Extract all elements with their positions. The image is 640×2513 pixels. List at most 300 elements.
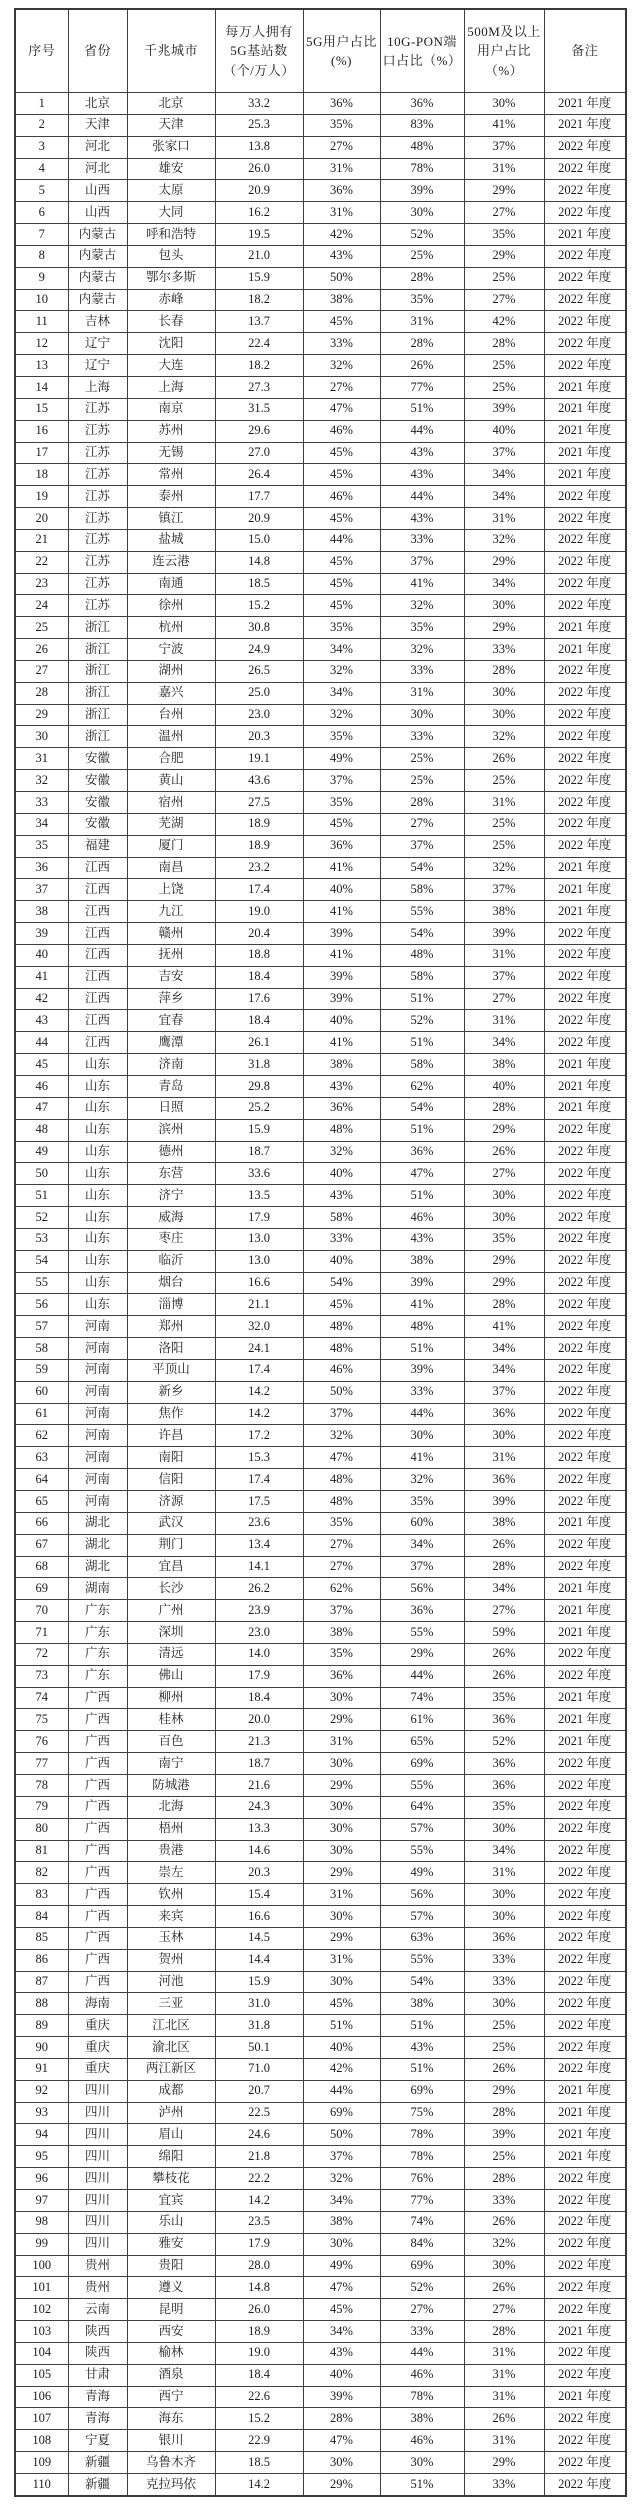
table-cell: 2022 年度	[544, 966, 626, 988]
table-row	[15, 1163, 626, 1185]
table-row	[15, 2364, 626, 2386]
table-cell: 15.0	[215, 529, 303, 551]
table-cell: 江苏	[68, 595, 127, 617]
table-cell: 四川	[68, 2168, 127, 2190]
table-cell: 河南	[68, 1425, 127, 1447]
column-header-city: 千兆城市	[127, 9, 215, 93]
table-cell: 110	[15, 2473, 68, 2495]
table-cell: 2022 年度	[544, 988, 626, 1010]
table-cell: 31.8	[215, 2015, 303, 2037]
table-cell: 40%	[303, 2364, 380, 2386]
table-cell: 48%	[380, 136, 464, 158]
table-cell: 广西	[68, 1949, 127, 1971]
table-row	[15, 1534, 626, 1556]
table-cell: 21.8	[215, 2146, 303, 2168]
table-cell: 36%	[464, 1403, 544, 1425]
table-cell: 25%	[380, 245, 464, 267]
table-cell: 2022 年度	[544, 1032, 626, 1054]
table-cell: 2021 年度	[544, 1097, 626, 1119]
table-cell: 2022 年度	[544, 333, 626, 355]
table-row	[15, 857, 626, 879]
table-cell: 28%	[464, 2168, 544, 2190]
table-cell: 30%	[464, 595, 544, 617]
table-cell: 江苏	[68, 398, 127, 420]
table-cell: 27.5	[215, 792, 303, 814]
table-row	[15, 1687, 626, 1709]
table-cell: 30%	[464, 704, 544, 726]
table-row	[15, 682, 626, 704]
table-cell: 14.5	[215, 1927, 303, 1949]
table-cell: 沈阳	[127, 333, 215, 355]
table-cell: 22.2	[215, 2168, 303, 2190]
table-cell: 广西	[68, 1840, 127, 1862]
table-cell: 25.2	[215, 1097, 303, 1119]
table-cell: 28%	[464, 2321, 544, 2343]
table-cell: 40%	[303, 1010, 380, 1032]
table-cell: 34%	[464, 486, 544, 508]
table-cell: 2021 年度	[544, 398, 626, 420]
table-cell: 2022 年度	[544, 660, 626, 682]
table-row	[15, 2342, 626, 2364]
table-cell: 40	[15, 944, 68, 966]
table-cell: 10	[15, 289, 68, 311]
table-cell: 13.0	[215, 1228, 303, 1250]
table-cell: 无锡	[127, 442, 215, 464]
table-cell: 广州	[127, 1600, 215, 1622]
table-cell: 86	[15, 1949, 68, 1971]
table-cell: 海东	[127, 2408, 215, 2430]
table-cell: 山东	[68, 1141, 127, 1163]
table-cell: 2021 年度	[544, 2102, 626, 2124]
table-cell: 许昌	[127, 1425, 215, 1447]
table-cell: 31%	[464, 2364, 544, 2386]
table-cell: 绵阳	[127, 2146, 215, 2168]
table-cell: 24	[15, 595, 68, 617]
table-cell: 2022 年度	[544, 1491, 626, 1513]
table-row	[15, 2211, 626, 2233]
table-cell: 19.5	[215, 224, 303, 246]
table-cell: 26%	[464, 2277, 544, 2299]
table-cell: 20.0	[215, 1709, 303, 1731]
table-cell: 25%	[464, 355, 544, 377]
table-cell: 13	[15, 355, 68, 377]
table-cell: 104	[15, 2342, 68, 2364]
table-cell: 萍乡	[127, 988, 215, 1010]
table-cell: 30%	[303, 1971, 380, 1993]
table-cell: 27	[15, 660, 68, 682]
table-cell: 22.9	[215, 2430, 303, 2452]
table-cell: 31%	[464, 2430, 544, 2452]
table-cell: 徐州	[127, 595, 215, 617]
table-cell: 54	[15, 1250, 68, 1272]
table-cell: 常州	[127, 464, 215, 486]
table-cell: 33%	[464, 639, 544, 661]
table-cell: 湖州	[127, 660, 215, 682]
table-row	[15, 1228, 626, 1250]
table-cell: 35%	[380, 289, 464, 311]
table-cell: 40%	[303, 879, 380, 901]
table-cell: 辽宁	[68, 333, 127, 355]
table-cell: 83	[15, 1884, 68, 1906]
column-header-remark: 备注	[544, 9, 626, 93]
table-cell: 21	[15, 529, 68, 551]
table-cell: 54%	[380, 1097, 464, 1119]
table-cell: 泸州	[127, 2102, 215, 2124]
table-cell: 临沂	[127, 1250, 215, 1272]
table-row	[15, 2080, 626, 2102]
table-cell: 50%	[303, 267, 380, 289]
table-cell: 46%	[303, 420, 380, 442]
table-cell: 40%	[303, 1250, 380, 1272]
table-cell: 33%	[464, 2190, 544, 2212]
table-cell: 29%	[303, 1927, 380, 1949]
table-cell: 鹰潭	[127, 1032, 215, 1054]
table-cell: 68	[15, 1556, 68, 1578]
table-cell: 2021 年度	[544, 1622, 626, 1644]
table-cell: 60	[15, 1381, 68, 1403]
table-row	[15, 617, 626, 639]
table-cell: 江苏	[68, 508, 127, 530]
table-row	[15, 1272, 626, 1294]
table-row	[15, 1294, 626, 1316]
table-cell: 钦州	[127, 1884, 215, 1906]
table-cell: 30%	[464, 1818, 544, 1840]
table-cell: 2022 年度	[544, 944, 626, 966]
table-cell: 35%	[464, 224, 544, 246]
table-cell: 2022 年度	[544, 1447, 626, 1469]
table-row	[15, 2015, 626, 2037]
table-cell: 43%	[380, 2037, 464, 2059]
table-row	[15, 1556, 626, 1578]
table-row	[15, 639, 626, 661]
table-cell: 49%	[380, 1862, 464, 1884]
table-row	[15, 245, 626, 267]
table-cell: 31%	[380, 311, 464, 333]
column-header-province: 省份	[68, 9, 127, 93]
table-cell: 69%	[303, 2102, 380, 2124]
table-row	[15, 1818, 626, 1840]
table-cell: 2022 年度	[544, 202, 626, 224]
table-cell: 30%	[303, 2233, 380, 2255]
table-cell: 2022 年度	[544, 267, 626, 289]
table-cell: 南宁	[127, 1753, 215, 1775]
table-cell: 33%	[380, 660, 464, 682]
table-cell: 44%	[380, 2342, 464, 2364]
table-cell: 28%	[380, 792, 464, 814]
table-row	[15, 2255, 626, 2277]
table-cell: 2022 年度	[544, 1818, 626, 1840]
table-cell: 44%	[303, 529, 380, 551]
table-cell: 2021 年度	[544, 879, 626, 901]
table-cell: 25%	[380, 770, 464, 792]
table-cell: 内蒙古	[68, 245, 127, 267]
table-row	[15, 2146, 626, 2168]
table-cell: 洛阳	[127, 1338, 215, 1360]
table-cell: 陕西	[68, 2342, 127, 2364]
table-row	[15, 595, 626, 617]
table-cell: 34%	[464, 1578, 544, 1600]
table-cell: 2022 年度	[544, 1141, 626, 1163]
table-cell: 18.4	[215, 1010, 303, 1032]
table-cell: 41%	[464, 1316, 544, 1338]
table-cell: 2022 年度	[544, 2430, 626, 2452]
table-cell: 28	[15, 682, 68, 704]
table-cell: 36%	[464, 1469, 544, 1491]
table-cell: 18.7	[215, 1141, 303, 1163]
table-cell: 48	[15, 1119, 68, 1141]
table-cell: 广东	[68, 1622, 127, 1644]
table-cell: 遵义	[127, 2277, 215, 2299]
table-cell: 23.0	[215, 1622, 303, 1644]
table-cell: 7	[15, 224, 68, 246]
table-cell: 榆林	[127, 2342, 215, 2364]
table-cell: 黄山	[127, 770, 215, 792]
table-cell: 芜湖	[127, 813, 215, 835]
table-cell: 2022 年度	[544, 1185, 626, 1207]
table-cell: 22.5	[215, 2102, 303, 2124]
table-cell: 76%	[380, 2168, 464, 2190]
table-cell: 17.6	[215, 988, 303, 1010]
table-cell: 37	[15, 879, 68, 901]
table-cell: 75%	[380, 2102, 464, 2124]
table-cell: 31%	[464, 2342, 544, 2364]
table-cell: 银川	[127, 2430, 215, 2452]
table-row	[15, 1709, 626, 1731]
table-cell: 32%	[303, 2168, 380, 2190]
table-cell: 安徽	[68, 813, 127, 835]
table-cell: 45%	[303, 595, 380, 617]
table-cell: 39%	[380, 180, 464, 202]
table-cell: 2022 年度	[544, 1971, 626, 1993]
table-cell: 91	[15, 2058, 68, 2080]
table-cell: 17	[15, 442, 68, 464]
table-row	[15, 1906, 626, 1928]
table-cell: 31%	[464, 792, 544, 814]
table-cell: 2021 年度	[544, 1687, 626, 1709]
table-cell: 25.0	[215, 682, 303, 704]
table-cell: 30%	[464, 1993, 544, 2015]
table-cell: 德州	[127, 1141, 215, 1163]
table-cell: 31%	[464, 944, 544, 966]
table-cell: 28%	[464, 1556, 544, 1578]
table-cell: 枣庄	[127, 1228, 215, 1250]
table-row	[15, 486, 626, 508]
table-cell: 武汉	[127, 1512, 215, 1534]
table-cell: 太原	[127, 180, 215, 202]
table-cell: 江苏	[68, 529, 127, 551]
table-cell: 43%	[303, 1185, 380, 1207]
table-row	[15, 1054, 626, 1076]
table-cell: 94	[15, 2124, 68, 2146]
table-cell: 27%	[380, 813, 464, 835]
table-cell: 37%	[303, 1403, 380, 1425]
table-cell: 41%	[380, 573, 464, 595]
table-cell: 82	[15, 1862, 68, 1884]
table-cell: 15.9	[215, 1971, 303, 1993]
table-row	[15, 442, 626, 464]
table-cell: 九江	[127, 901, 215, 923]
table-row	[15, 1796, 626, 1818]
table-cell: 32%	[464, 2233, 544, 2255]
table-cell: 2022 年度	[544, 2190, 626, 2212]
table-cell: 46%	[303, 486, 380, 508]
table-cell: 35%	[303, 617, 380, 639]
table-cell: 24.9	[215, 639, 303, 661]
table-cell: 2022 年度	[544, 704, 626, 726]
table-row	[15, 398, 626, 420]
table-cell: 33%	[380, 529, 464, 551]
table-cell: 31.8	[215, 1054, 303, 1076]
table-row	[15, 1622, 626, 1644]
table-cell: 55%	[380, 1622, 464, 1644]
table-cell: 2021 年度	[544, 901, 626, 923]
table-cell: 四川	[68, 2124, 127, 2146]
table-cell: 54%	[380, 923, 464, 945]
table-cell: 34%	[303, 2321, 380, 2343]
table-cell: 19.0	[215, 901, 303, 923]
table-cell: 梧州	[127, 1818, 215, 1840]
table-cell: 22.4	[215, 333, 303, 355]
table-row	[15, 1316, 626, 1338]
table-cell: 45%	[303, 508, 380, 530]
table-cell: 23.6	[215, 1512, 303, 1534]
table-cell: 四川	[68, 2190, 127, 2212]
table-cell: 39%	[303, 988, 380, 1010]
table-cell: 100	[15, 2255, 68, 2277]
table-cell: 30%	[464, 2255, 544, 2277]
table-cell: 35%	[303, 1643, 380, 1665]
table-row	[15, 1338, 626, 1360]
table-cell: 101	[15, 2277, 68, 2299]
table-cell: 2022 年度	[544, 2452, 626, 2474]
table-cell: 106	[15, 2386, 68, 2408]
table-cell: 2021 年度	[544, 1054, 626, 1076]
table-cell: 来宾	[127, 1906, 215, 1928]
table-cell: 辽宁	[68, 355, 127, 377]
table-cell: 48%	[303, 1469, 380, 1491]
table-cell: 30%	[380, 704, 464, 726]
table-cell: 37%	[303, 1600, 380, 1622]
table-cell: 江北区	[127, 2015, 215, 2037]
table-cell: 湖北	[68, 1534, 127, 1556]
table-cell: 31%	[303, 158, 380, 180]
table-cell: 44%	[380, 1665, 464, 1687]
table-cell: 江西	[68, 1032, 127, 1054]
table-cell: 2022 年度	[544, 1665, 626, 1687]
table-cell: 山东	[68, 1119, 127, 1141]
table-cell: 平顶山	[127, 1359, 215, 1381]
table-cell: 广西	[68, 1753, 127, 1775]
table-cell: 37%	[380, 551, 464, 573]
table-cell: 25%	[464, 267, 544, 289]
table-cell: 温州	[127, 726, 215, 748]
table-cell: 73	[15, 1665, 68, 1687]
table-cell: 35%	[380, 1491, 464, 1513]
table-cell: 浙江	[68, 639, 127, 661]
table-cell: 18.9	[215, 835, 303, 857]
table-cell: 37%	[303, 2146, 380, 2168]
table-cell: 41%	[380, 1447, 464, 1469]
table-cell: 滨州	[127, 1119, 215, 1141]
table-cell: 威海	[127, 1207, 215, 1229]
table-row	[15, 2168, 626, 2190]
table-cell: 浙江	[68, 704, 127, 726]
table-cell: 43%	[303, 2342, 380, 2364]
table-cell: 35	[15, 835, 68, 857]
table-cell: 宜宾	[127, 2190, 215, 2212]
table-cell: 17.9	[215, 1665, 303, 1687]
table-cell: 重庆	[68, 2037, 127, 2059]
table-cell: 39%	[303, 966, 380, 988]
table-cell: 浙江	[68, 682, 127, 704]
table-row	[15, 1097, 626, 1119]
table-cell: 39%	[464, 398, 544, 420]
table-cell: 50.1	[215, 2037, 303, 2059]
table-cell: 2022 年度	[544, 1359, 626, 1381]
table-cell: 山东	[68, 1294, 127, 1316]
table-cell: 56%	[380, 1578, 464, 1600]
table-row	[15, 136, 626, 158]
table-cell: 江西	[68, 1010, 127, 1032]
table-cell: 15.9	[215, 1119, 303, 1141]
table-row	[15, 464, 626, 486]
table-cell: 26%	[464, 1643, 544, 1665]
table-cell: 14.2	[215, 2190, 303, 2212]
table-cell: 14	[15, 376, 68, 398]
table-cell: 29%	[464, 2080, 544, 2102]
table-cell: 天津	[68, 114, 127, 136]
table-row	[15, 1731, 626, 1753]
table-cell: 2021 年度	[544, 2146, 626, 2168]
table-row	[15, 944, 626, 966]
table-cell: 四川	[68, 2080, 127, 2102]
table-cell: 2022 年度	[544, 2473, 626, 2495]
table-cell: 48%	[303, 1119, 380, 1141]
table-cell: 36%	[380, 1141, 464, 1163]
table-cell: 2022 年度	[544, 1294, 626, 1316]
table-cell: 26%	[464, 1665, 544, 1687]
table-cell: 40%	[464, 1075, 544, 1097]
table-cell: 15.3	[215, 1447, 303, 1469]
table-cell: 32%	[380, 595, 464, 617]
table-row	[15, 1032, 626, 1054]
table-cell: 30%	[303, 1906, 380, 1928]
table-row	[15, 988, 626, 1010]
table-row	[15, 1993, 626, 2015]
table-cell: 38%	[303, 289, 380, 311]
table-cell: 泰州	[127, 486, 215, 508]
table-cell: 20.7	[215, 2080, 303, 2102]
table-cell: 贵州	[68, 2277, 127, 2299]
table-cell: 日照	[127, 1097, 215, 1119]
table-cell: 77%	[380, 376, 464, 398]
table-row	[15, 879, 626, 901]
table-cell: 2022 年度	[544, 486, 626, 508]
table-cell: 15.2	[215, 2408, 303, 2430]
table-row	[15, 114, 626, 136]
table-cell: 2022 年度	[544, 245, 626, 267]
table-cell: 34%	[464, 1338, 544, 1360]
table-cell: 赤峰	[127, 289, 215, 311]
table-cell: 甘肃	[68, 2364, 127, 2386]
table-cell: 26	[15, 639, 68, 661]
table-cell: 69%	[380, 2255, 464, 2277]
table-cell: 20.9	[215, 180, 303, 202]
table-cell: 25%	[464, 376, 544, 398]
table-cell: 广西	[68, 1818, 127, 1840]
table-cell: 2022 年度	[544, 1993, 626, 2015]
table-header-row	[15, 9, 626, 93]
